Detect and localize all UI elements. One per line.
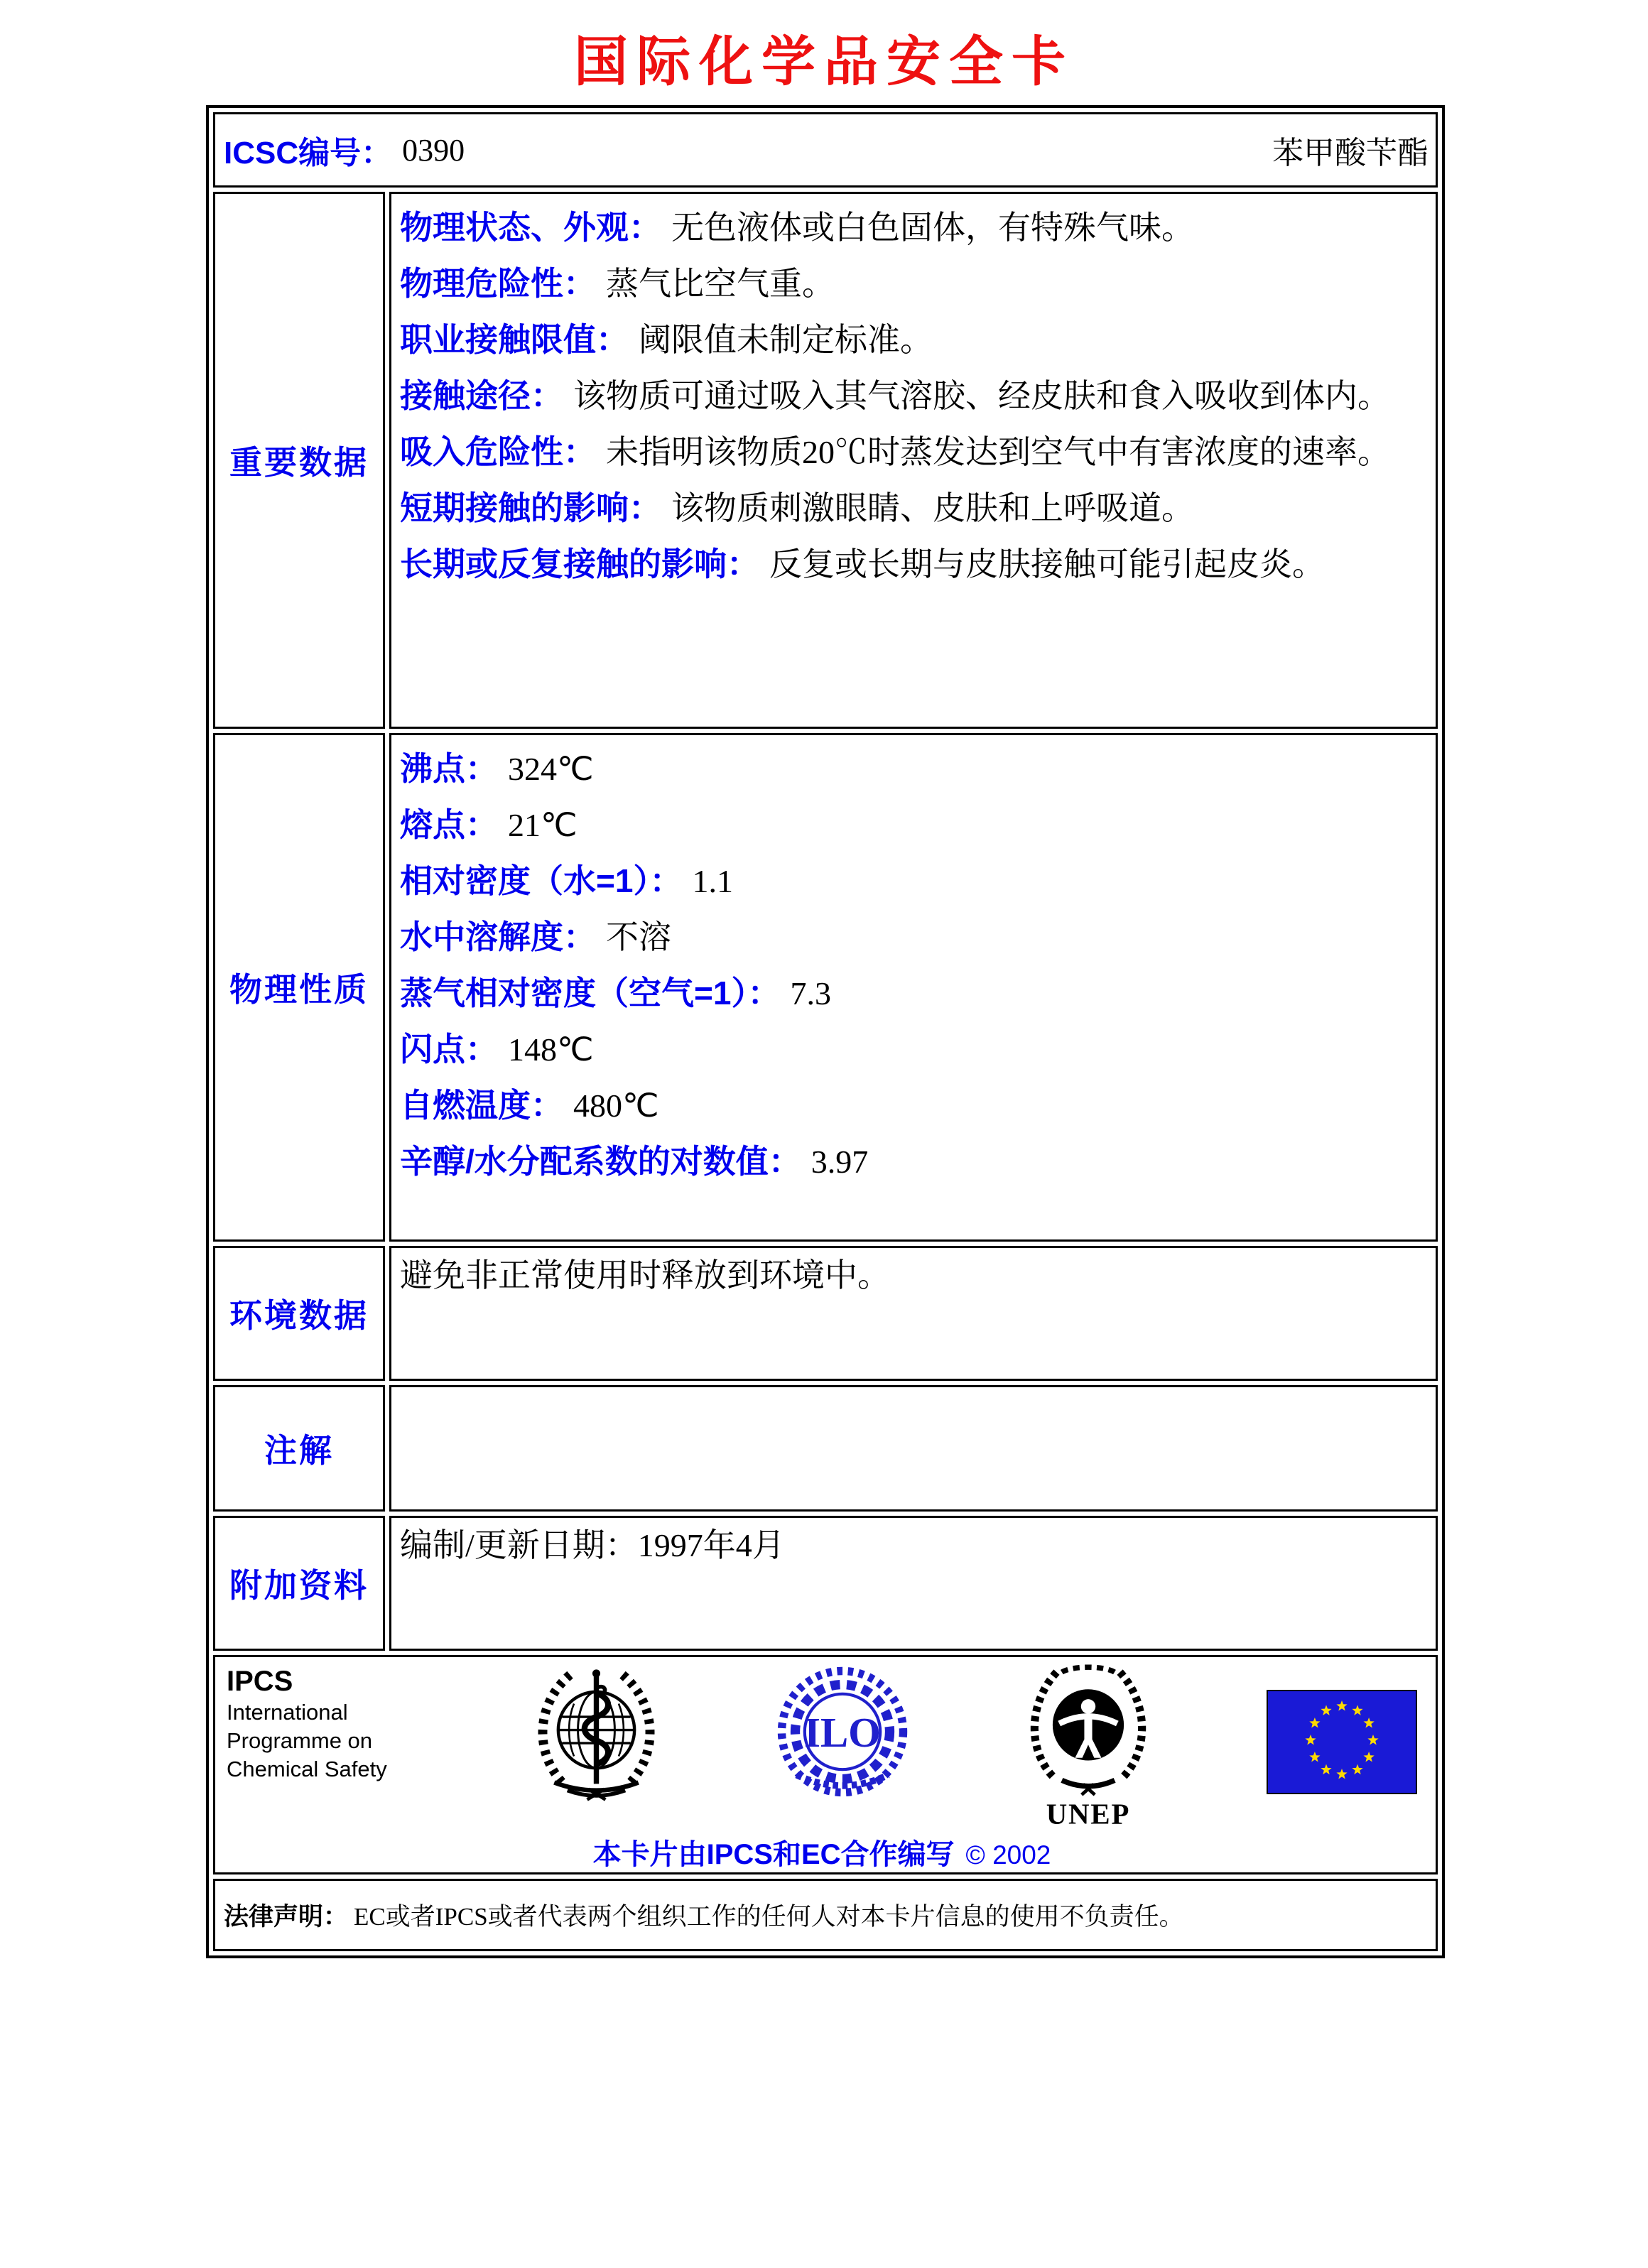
unep-block: [1022, 1664, 1154, 1829]
field-row: [400, 368, 1429, 424]
footer-copyright: © 2002: [965, 1840, 1051, 1870]
field-row: [400, 853, 1429, 909]
field-label: 熔点：: [400, 806, 498, 843]
ipcs-title: IPCS: [227, 1666, 293, 1697]
field-label: 相对密度（水=1）：: [400, 862, 683, 899]
field-value: 3.97: [811, 1144, 869, 1180]
logos-cell: [213, 1655, 1438, 1874]
icsc-card-table: [206, 105, 1445, 1958]
environment-data-row: [213, 1246, 1438, 1381]
section-label-additional: 附加资料: [213, 1516, 385, 1651]
logos-row: [213, 1655, 1438, 1874]
legal-text: EC或者IPCS或者代表两个组织工作的任何人对本卡片信息的使用不负责任。: [354, 1903, 1184, 1931]
field-row: [400, 909, 1429, 965]
field-row: [400, 256, 1429, 312]
field-row: [400, 312, 1429, 368]
card-header-row: [213, 112, 1438, 188]
section-label-notes: 注解: [213, 1385, 385, 1512]
notes-content: [389, 1385, 1438, 1512]
important-data-row: [213, 192, 1438, 729]
field-label: 接触途径：: [400, 377, 563, 414]
field-label: 物理危险性：: [400, 265, 596, 302]
ilo-logo-icon: [775, 1664, 910, 1799]
field-label: 物理状态、外观：: [400, 209, 661, 246]
field-value: 480℃: [573, 1087, 659, 1124]
field-row: [400, 1078, 1429, 1134]
ilo-monogram: ILO: [803, 1709, 881, 1756]
field-row: [400, 536, 1429, 592]
field-row: [400, 480, 1429, 536]
field-row: [400, 965, 1429, 1021]
section-label-important: 重要数据: [213, 192, 385, 729]
who-logo-icon: [531, 1664, 662, 1805]
field-label: 辛醇/水分配系数的对数值：: [400, 1143, 801, 1180]
ipcs-subtitle-line1: International: [227, 1700, 348, 1725]
icsc-number-label: ICSC编号：: [224, 136, 393, 170]
physical-properties-content: [389, 733, 1438, 1242]
footer-caption: 本卡片由IPCS和EC合作编写: [592, 1839, 955, 1870]
field-label: 自燃温度：: [400, 1087, 563, 1124]
field-label: 沸点：: [400, 750, 498, 787]
ipcs-subtitle-line2: Programme on: [227, 1728, 373, 1753]
unep-wordmark: UNEP: [1046, 1798, 1131, 1829]
legal-label: 法律声明：: [224, 1903, 349, 1931]
eu-flag-icon: [1267, 1690, 1417, 1794]
ipcs-subtitle-line3: Chemical Safety: [227, 1757, 387, 1781]
environment-text: 避免非正常使用时释放到环境中。: [400, 1257, 890, 1293]
field-row: [400, 1134, 1429, 1190]
field-row: [400, 424, 1429, 480]
field-label: 短期接触的影响：: [400, 489, 661, 526]
section-label-environment: 环境数据: [213, 1246, 385, 1381]
field-label: 闪点：: [400, 1031, 498, 1068]
field-value: 无色液体或白色固体，有特殊气味。: [671, 210, 1194, 246]
field-row: [400, 200, 1429, 256]
field-label: 蒸气相对密度（空气=1）：: [400, 975, 781, 1011]
field-value: 148℃: [508, 1031, 594, 1068]
field-value: 324℃: [508, 751, 594, 787]
field-value: 未指明该物质20℃时蒸发达到空气中有害浓度的速率。: [606, 434, 1390, 470]
field-value: 阈限值未制定标准。: [639, 322, 933, 358]
field-row: [400, 797, 1429, 853]
field-label: 吸入危险性：: [400, 433, 596, 470]
important-data-content: [389, 192, 1438, 729]
ipcs-block: [227, 1664, 418, 1784]
legal-cell: [213, 1879, 1438, 1951]
environment-data-content: [389, 1246, 1438, 1381]
field-value: 反复或长期与皮肤接触可能引起皮炎。: [769, 546, 1325, 582]
field-label: 水中溶解度：: [400, 918, 596, 955]
field-value: 1.1: [692, 863, 733, 899]
additional-info-content: [389, 1516, 1438, 1651]
footer-caption-row: [227, 1832, 1417, 1872]
field-row: [400, 1021, 1429, 1078]
field-value: 21℃: [508, 807, 578, 843]
additional-text: 编制/更新日期：1997年4月: [400, 1527, 785, 1563]
field-value: 该物质可通过吸入其气溶胶、经皮肤和食入吸收到体内。: [573, 378, 1390, 414]
unep-logo-icon: [1022, 1664, 1154, 1829]
legal-row: [213, 1879, 1438, 1951]
card-header-cell: [213, 112, 1438, 188]
field-label: 长期或反复接触的影响：: [400, 546, 759, 582]
additional-info-row: [213, 1516, 1438, 1651]
field-value: 蒸气比空气重。: [606, 266, 835, 302]
field-value: 该物质刺激眼睛、皮肤和上呼吸道。: [671, 490, 1194, 526]
notes-row: [213, 1385, 1438, 1512]
page-title: 国际化学品安全卡: [574, 33, 1074, 92]
field-value: 不溶: [606, 919, 671, 955]
chemical-name: 苯甲酸苄酯: [1272, 136, 1429, 170]
field-row: [400, 741, 1429, 797]
icsc-number-value: 0390: [402, 132, 465, 168]
field-value: 7.3: [790, 975, 831, 1011]
section-label-physical: 物理性质: [213, 733, 385, 1242]
physical-properties-row: [213, 733, 1438, 1242]
field-label: 职业接触限值：: [400, 321, 629, 358]
